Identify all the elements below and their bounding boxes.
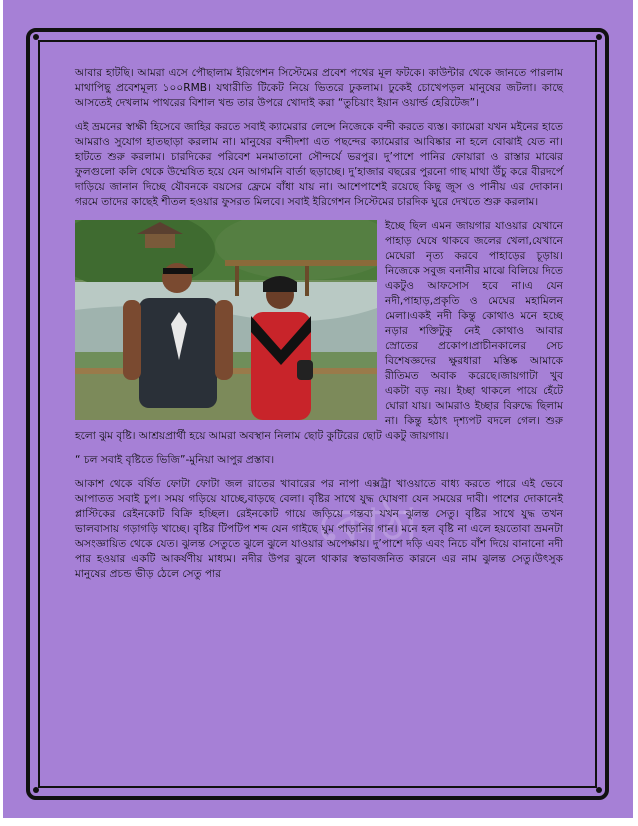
quote-line: “ চল সবাই বৃষ্টিতে ভিজি”-মুনিয়া আপুর প্রস্তাব। (75, 454, 275, 466)
travel-photo (75, 220, 377, 420)
corner-ornament (596, 34, 602, 40)
paragraph: এই ভ্রমনের স্বাক্ষী হিসেবে জাহির করতে সবাই ক্যামেরার লেন্সে নিজেকে বন্দী করতে ব্যস্ত। ক্যামেরা যখন মইনের হাতে আমরাও সুযোগ হাতছাড়া করলাম না। মানুষের বন্দীদশা এত পছন্দের ক্যামেরার আবিষ্কার না হলে বোঝাই যেত না। হাটতে শুরু করলাম। চারদিকের পরিবেশ মনমাতানো সৌন্দর্যে ভরপুর। দু’পাশে পানির ফোয়ারা ও রাস্তার মাঝের ফুলগুলো কলি থেকে উম্মেষিত হয়ে যেন আগমনি বার্তা ছড়াচ্ছে। দু’হাজার বছরের পুরনো গাছ মাথা উঁচু করে বীরদর্পে দাড়িয়ে জানান দিচ্ছে যৌবনকে বয়সের ফ্রেমে বাঁধা যায় না। আশেপাশেই রয়েছে কিছু জুস ও পানীয় এর দোকান। গরমে তাদের কাছেই শীতল হওয়ার ফুসরত মিলবে। সবাই ইরিগেশন সিস্টেমের চারদিক ঘুরে দেখতে শুরু করলাম। (75, 121, 563, 208)
photo-couple-at-river (75, 220, 377, 420)
paragraph: আবার হাটছি। আমরা এসে পৌছালাম ইরিগেশন সিস্টেমের প্রবেশ পথের মূল ফটকে। কাউন্টার থেকে জানতে পারলাম মাথাপিছু প্রবেশমূল্য ১০০RMB। যথারীতি টিকেট নিয়ে ভিতরে ঢুকলাম। ঢুকেই চোখেপড়ল মানুষের জটলা। কাছে আসতেই দেখলাম পাথরের বিশাল খন্ড তার উপরে খোদাই করা “তুচিয়াং ইয়ান ওয়ার্ল্ড হেরিটেজ”। (75, 67, 563, 109)
paragraph: আকাশ থেকে বর্ষিত ফোটা ফোটা জল রাতের খাবারের পর নাপা এক্সট্রা খাওয়াতে বাধ্য করতে পারে এই ভেবে আপাতত সবাই চুপ। সময় গড়িয়ে যাচ্ছে,বাড়ছে বেলা। বৃষ্টির সাথে যুদ্ধ ঘোষণা যেন সময়ের দাবী। পাশের দোকানেই প্লাস্টিকের রেইনকোট বিক্রি হচ্ছিল। রেইনকোট গায়ে জড়িয়ে গন্তব্য যখন ঝুলন্ত সেতু। বৃষ্টির সাথে যুদ্ধ তখন ভালবাসায় গড়াগড়ি খাচ্ছে। বৃষ্টির টিপটিপ শব্দ যেন গাইছে ঘুম পাড়ানির গান। মনে হল বৃষ্টি না এলে হয়তোবা ভ্রমনটা অসংজ্ঞায়িত থেকে যেত। ঝুলন্ত সেতুতে ঝুলে ঝুলে যাওয়ার অপেক্ষায়। দু’পাশে দড়ি এবং নিচে বাঁশ দিয়ে বানানো নদী পার হওয়ার একটি আকর্ষণীয় মাধ্যম। নদীর উপর ঝুলে থাকার স্বভাবজনিত কারনে এর নাম ঝুলন্ত সেতু।উৎসুক মানুষের প্রচন্ড ভীড় ঠেলে সেতু পার (75, 478, 563, 580)
photo-paragraph-block (75, 219, 563, 444)
paragraph: ইচ্ছে ছিল এমন জায়গার যাওয়ার যেখানে পাহাড় ঘেষে থাকবে জলের খেলা,যেখানে মেঘেরা নৃত্য করবে পাহাড়ের চূড়ায়। নিজেকে সবুজ বনানীর মাঝে বিলিয়ে দিতে একটুও আফসোস হবে না।এ যেন নদী,পাহাড়,প্রকৃতি ও মেঘের মহামিলন মেলা।একই নদী কিন্তু কোথাও মনে হচ্ছে নড়ার শক্তিটুকু নেই কোথাও আবার স্রোতের প্রকোপ।প্রাচীনকালের সেচ বিশেষজ্ঞদের ক্ষুরধারা মস্তিষ্ক আমাকে রীতিমত অবাক করেছে।জায়গাটা খুব একটা বড় নয়। ইচ্ছা থাকলে পায়ে হেঁটে ঘোরা যায়। আমরাও ইচ্ছার বিরুদ্ধে ছিলাম না। কিন্তু হঠাৎ দৃশ্যপট বদলে গেল। শুরু হলো ঝুম বৃষ্টি। আশ্রয়প্রার্থী হয়ে আমরা অবস্থান নিলাম ছোট কুটিরের ছোট একটু জায়গায়। (75, 220, 563, 442)
corner-ornament (33, 34, 39, 40)
article-body (75, 66, 563, 591)
corner-ornament (596, 787, 602, 793)
corner-ornament (33, 787, 39, 793)
